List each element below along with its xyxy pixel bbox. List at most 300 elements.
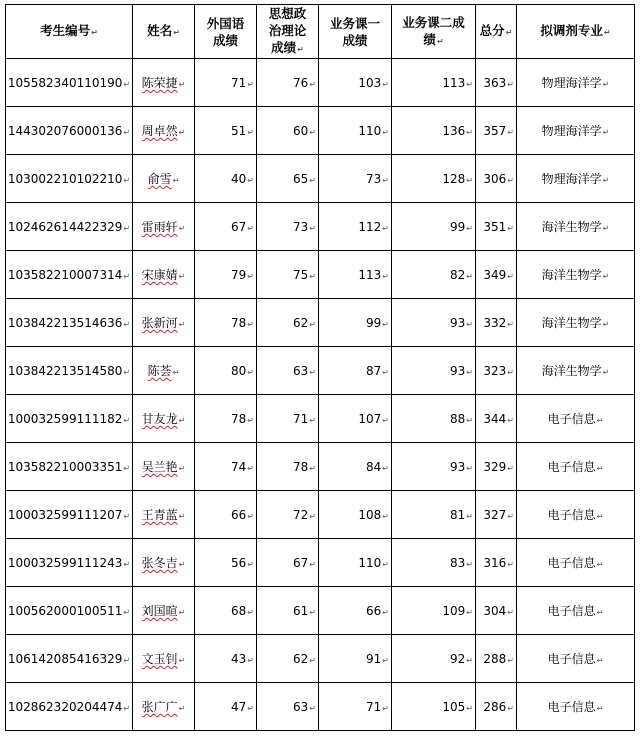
major-text: 物理海洋学 xyxy=(541,172,602,186)
course1-score-text: 103 xyxy=(358,75,382,90)
politics-score-cell xyxy=(257,107,319,155)
course1-score-text: 112 xyxy=(358,219,382,234)
table-body xyxy=(6,59,635,731)
politics-score-cell xyxy=(257,299,319,347)
exam-id-cell xyxy=(6,251,133,299)
paragraph-mark: ↵ xyxy=(382,703,389,713)
paragraph-mark: ↵ xyxy=(436,36,444,46)
exam-id-text: 100032599111182 xyxy=(7,411,123,426)
paragraph-mark: ↵ xyxy=(603,28,611,37)
paragraph-mark: ↵ xyxy=(602,80,610,89)
course2-score-text: 128 xyxy=(442,171,466,186)
total-score-text: 332 xyxy=(483,315,507,330)
politics-score-text: 63 xyxy=(293,363,309,378)
major-cell xyxy=(517,59,635,107)
paragraph-mark: ↵ xyxy=(507,703,514,713)
name-cell xyxy=(133,107,195,155)
score-table xyxy=(5,4,635,731)
name-cell xyxy=(133,587,195,635)
total-score-cell xyxy=(476,395,517,443)
paragraph-mark: ↵ xyxy=(247,415,254,425)
total-score-text: 323 xyxy=(483,363,507,378)
paragraph-mark: ↵ xyxy=(602,176,610,185)
paragraph-mark: ↵ xyxy=(309,319,316,329)
course2-score-cell xyxy=(392,635,476,683)
paragraph-mark: ↵ xyxy=(247,127,254,137)
table-row xyxy=(6,59,635,107)
header-text: 业务课二成 xyxy=(402,14,465,30)
paragraph-mark: ↵ xyxy=(178,320,186,329)
politics-score-cell xyxy=(257,395,319,443)
course1-score-text: 91 xyxy=(366,651,382,666)
header-text: 绩 xyxy=(423,31,436,47)
name-text: 甘友龙 xyxy=(141,412,178,426)
course1-score-cell xyxy=(319,251,392,299)
foreign-language-score-cell xyxy=(195,635,257,683)
exam-id-cell xyxy=(6,443,133,491)
politics-score-cell xyxy=(257,635,319,683)
paragraph-mark: ↵ xyxy=(247,559,254,569)
major-text: 海洋生物学 xyxy=(541,268,602,282)
course2-score-cell xyxy=(392,107,476,155)
exam-id-cell xyxy=(6,347,133,395)
paragraph-mark: ↵ xyxy=(466,559,473,569)
paragraph-mark: ↵ xyxy=(602,320,610,329)
paragraph-mark: ↵ xyxy=(466,223,473,233)
paragraph-mark: ↵ xyxy=(505,28,513,37)
politics-score-text: 65 xyxy=(293,171,309,186)
major-cell xyxy=(517,347,635,395)
total-score-text: 344 xyxy=(483,411,507,426)
course2-score-text: 93 xyxy=(450,459,466,474)
total-score-cell xyxy=(476,299,517,347)
total-score-text: 286 xyxy=(483,699,507,714)
score-table-container xyxy=(5,4,635,731)
name-cell xyxy=(133,491,195,539)
col-header-foreign-language xyxy=(195,5,257,59)
paragraph-mark: ↵ xyxy=(123,655,131,665)
total-score-cell xyxy=(476,587,517,635)
paragraph-mark: ↵ xyxy=(178,656,186,665)
header-text: 姓名 xyxy=(147,23,173,38)
foreign-language-score-cell xyxy=(195,587,257,635)
total-score-text: 304 xyxy=(483,603,507,618)
paragraph-mark: ↵ xyxy=(123,175,131,185)
paragraph-mark: ↵ xyxy=(382,655,389,665)
total-score-cell xyxy=(476,683,517,731)
course1-score-cell xyxy=(319,155,392,203)
paragraph-mark: ↵ xyxy=(247,271,254,281)
name-cell xyxy=(133,683,195,731)
politics-score-text: 62 xyxy=(293,651,309,666)
course1-score-text: 99 xyxy=(366,315,382,330)
paragraph-mark: ↵ xyxy=(247,607,254,617)
course2-score-text: 113 xyxy=(442,75,466,90)
paragraph-mark: ↵ xyxy=(382,319,389,329)
paragraph-mark: ↵ xyxy=(309,127,316,137)
paragraph-mark: ↵ xyxy=(178,512,186,521)
paragraph-mark: ↵ xyxy=(507,607,514,617)
paragraph-mark: ↵ xyxy=(596,704,604,713)
total-score-cell xyxy=(476,107,517,155)
paragraph-mark: ↵ xyxy=(309,79,316,89)
course2-score-cell xyxy=(392,251,476,299)
name-cell xyxy=(133,635,195,683)
exam-id-cell xyxy=(6,395,133,443)
paragraph-mark: ↵ xyxy=(507,415,514,425)
politics-score-cell xyxy=(257,443,319,491)
course2-score-cell xyxy=(392,491,476,539)
exam-id-cell xyxy=(6,635,133,683)
major-cell xyxy=(517,107,635,155)
course1-score-text: 71 xyxy=(366,699,382,714)
paragraph-mark: ↵ xyxy=(123,415,131,425)
politics-score-text: 61 xyxy=(293,603,309,618)
paragraph-mark: ↵ xyxy=(247,511,254,521)
major-cell xyxy=(517,587,635,635)
course1-score-cell xyxy=(319,587,392,635)
name-text: 周卓然 xyxy=(141,124,178,138)
course1-score-text: 108 xyxy=(358,507,382,522)
major-text: 海洋生物学 xyxy=(541,364,602,378)
course1-score-cell xyxy=(319,443,392,491)
name-text: 王青蓝 xyxy=(141,508,178,522)
politics-score-cell xyxy=(257,587,319,635)
name-text: 张广广 xyxy=(141,700,178,714)
foreign-language-score-cell xyxy=(195,395,257,443)
table-row xyxy=(6,203,635,251)
course1-score-cell xyxy=(319,491,392,539)
paragraph-mark: ↵ xyxy=(309,463,316,473)
header-row xyxy=(6,5,635,59)
course1-score-cell xyxy=(319,299,392,347)
name-text: 张冬吉 xyxy=(141,556,178,570)
course2-score-text: 99 xyxy=(450,219,466,234)
paragraph-mark: ↵ xyxy=(382,463,389,473)
name-cell xyxy=(133,539,195,587)
course2-score-text: 93 xyxy=(450,315,466,330)
foreign-language-score-text: 40 xyxy=(231,171,247,186)
total-score-text: 357 xyxy=(483,123,507,138)
major-cell xyxy=(517,251,635,299)
course1-score-cell xyxy=(319,347,392,395)
politics-score-cell xyxy=(257,539,319,587)
paragraph-mark: ↵ xyxy=(466,511,473,521)
total-score-text: 363 xyxy=(483,75,507,90)
politics-score-cell xyxy=(257,251,319,299)
paragraph-mark: ↵ xyxy=(309,415,316,425)
paragraph-mark: ↵ xyxy=(466,367,473,377)
foreign-language-score-text: 71 xyxy=(231,75,247,90)
paragraph-mark: ↵ xyxy=(178,416,186,425)
major-text: 电子信息 xyxy=(547,556,596,570)
foreign-language-score-cell xyxy=(195,347,257,395)
politics-score-cell xyxy=(257,203,319,251)
paragraph-mark: ↵ xyxy=(247,79,254,89)
paragraph-mark: ↵ xyxy=(309,559,316,569)
paragraph-mark: ↵ xyxy=(123,127,131,137)
paragraph-mark: ↵ xyxy=(382,175,389,185)
total-score-cell xyxy=(476,347,517,395)
total-score-text: 327 xyxy=(483,507,507,522)
paragraph-mark: ↵ xyxy=(123,271,131,281)
politics-score-text: 76 xyxy=(293,75,309,90)
table-row xyxy=(6,347,635,395)
course2-score-cell xyxy=(392,587,476,635)
paragraph-mark: ↵ xyxy=(91,28,98,37)
paragraph-mark: ↵ xyxy=(466,607,473,617)
paragraph-mark: ↵ xyxy=(466,319,473,329)
name-text: 陈荣捷 xyxy=(141,76,178,90)
major-cell xyxy=(517,395,635,443)
name-cell xyxy=(133,59,195,107)
paragraph-mark: ↵ xyxy=(382,79,389,89)
name-text: 文玉钊 xyxy=(141,652,178,666)
total-score-cell xyxy=(476,203,517,251)
foreign-language-score-cell xyxy=(195,299,257,347)
paragraph-mark: ↵ xyxy=(178,704,186,713)
paragraph-mark: ↵ xyxy=(382,415,389,425)
course2-score-text: 109 xyxy=(442,603,466,618)
paragraph-mark: ↵ xyxy=(309,223,316,233)
politics-score-cell xyxy=(257,347,319,395)
header-text: 成绩 xyxy=(271,40,297,55)
paragraph-mark: ↵ xyxy=(466,79,473,89)
name-cell xyxy=(133,251,195,299)
exam-id-cell xyxy=(6,203,133,251)
paragraph-mark: ↵ xyxy=(178,128,186,137)
foreign-language-score-text: 80 xyxy=(231,363,247,378)
exam-id-cell xyxy=(6,107,133,155)
paragraph-mark: ↵ xyxy=(596,512,604,521)
paragraph-mark: ↵ xyxy=(247,655,254,665)
politics-score-text: 63 xyxy=(293,699,309,714)
paragraph-mark: ↵ xyxy=(123,79,131,89)
name-cell xyxy=(133,203,195,251)
politics-score-text: 62 xyxy=(293,315,309,330)
table-row xyxy=(6,443,635,491)
foreign-language-score-cell xyxy=(195,155,257,203)
exam-id-text: 103842213514580 xyxy=(7,363,123,378)
major-text: 海洋生物学 xyxy=(541,316,602,330)
course2-score-cell xyxy=(392,203,476,251)
name-cell xyxy=(133,395,195,443)
paragraph-mark: ↵ xyxy=(123,367,131,377)
paragraph-mark: ↵ xyxy=(382,271,389,281)
paragraph-mark: ↵ xyxy=(309,703,316,713)
politics-score-cell xyxy=(257,155,319,203)
name-cell xyxy=(133,443,195,491)
paragraph-mark: ↵ xyxy=(172,368,180,377)
header-text: 治理论 xyxy=(268,23,307,38)
col-header-politics xyxy=(257,5,319,59)
table-header xyxy=(6,5,635,59)
course1-score-cell xyxy=(319,635,392,683)
total-score-text: 316 xyxy=(483,555,507,570)
major-cell xyxy=(517,539,635,587)
paragraph-mark: ↵ xyxy=(309,655,316,665)
name-text: 陈荟 xyxy=(147,364,172,378)
course1-score-cell xyxy=(319,59,392,107)
major-text: 电子信息 xyxy=(547,700,596,714)
table-row xyxy=(6,587,635,635)
major-text: 电子信息 xyxy=(547,604,596,618)
course2-score-cell xyxy=(392,443,476,491)
paragraph-mark: ↵ xyxy=(382,367,389,377)
foreign-language-score-text: 74 xyxy=(231,459,247,474)
politics-score-text: 73 xyxy=(293,219,309,234)
politics-score-text: 60 xyxy=(293,123,309,138)
course2-score-cell xyxy=(392,347,476,395)
paragraph-mark: ↵ xyxy=(507,271,514,281)
total-score-text: 306 xyxy=(483,171,507,186)
major-cell xyxy=(517,683,635,731)
paragraph-mark: ↵ xyxy=(309,511,316,521)
table-row xyxy=(6,539,635,587)
course2-score-cell xyxy=(392,395,476,443)
paragraph-mark: ↵ xyxy=(123,511,131,521)
col-header-exam-id xyxy=(6,5,133,59)
major-cell xyxy=(517,635,635,683)
paragraph-mark: ↵ xyxy=(247,175,254,185)
paragraph-mark: ↵ xyxy=(178,80,186,89)
major-text: 电子信息 xyxy=(547,652,596,666)
col-header-name xyxy=(133,5,195,59)
col-header-total xyxy=(476,5,517,59)
paragraph-mark: ↵ xyxy=(178,224,186,233)
paragraph-mark: ↵ xyxy=(382,127,389,137)
course1-score-text: 87 xyxy=(366,363,382,378)
header-text: 考生编号 xyxy=(40,23,91,38)
major-text: 电子信息 xyxy=(547,508,596,522)
paragraph-mark: ↵ xyxy=(178,272,186,281)
course1-score-text: 110 xyxy=(358,555,382,570)
total-score-cell xyxy=(476,251,517,299)
politics-score-text: 78 xyxy=(293,459,309,474)
foreign-language-score-text: 79 xyxy=(231,267,247,282)
course2-score-cell xyxy=(392,539,476,587)
table-row xyxy=(6,155,635,203)
paragraph-mark: ↵ xyxy=(466,271,473,281)
paragraph-mark: ↵ xyxy=(466,415,473,425)
paragraph-mark: ↵ xyxy=(123,223,131,233)
header-text: 思想政 xyxy=(268,6,307,21)
paragraph-mark: ↵ xyxy=(247,463,254,473)
total-score-cell xyxy=(476,59,517,107)
paragraph-mark: ↵ xyxy=(382,223,389,233)
politics-score-text: 67 xyxy=(293,555,309,570)
course2-score-cell xyxy=(392,59,476,107)
total-score-cell xyxy=(476,539,517,587)
course1-score-cell xyxy=(319,107,392,155)
paragraph-mark: ↵ xyxy=(123,607,131,617)
header-text: 业务课一 xyxy=(329,15,380,31)
name-text: 雷雨轩 xyxy=(141,220,178,234)
major-text: 电子信息 xyxy=(547,460,596,474)
paragraph-mark: ↵ xyxy=(466,175,473,185)
paragraph-mark: ↵ xyxy=(602,368,610,377)
total-score-cell xyxy=(476,443,517,491)
paragraph-mark: ↵ xyxy=(382,607,389,617)
paragraph-mark: ↵ xyxy=(596,560,604,569)
name-cell xyxy=(133,299,195,347)
header-text: 成绩 xyxy=(342,32,368,48)
foreign-language-score-text: 43 xyxy=(231,651,247,666)
paragraph-mark: ↵ xyxy=(123,319,131,329)
exam-id-cell xyxy=(6,539,133,587)
course2-score-text: 93 xyxy=(450,363,466,378)
exam-id-cell xyxy=(6,299,133,347)
paragraph-mark: ↵ xyxy=(507,175,514,185)
exam-id-text: 144302076000136 xyxy=(7,123,123,138)
paragraph-mark: ↵ xyxy=(507,559,514,569)
col-header-major xyxy=(517,5,635,59)
header-text: 外国语 xyxy=(206,15,245,31)
header-text: 拟调剂专业 xyxy=(540,23,603,38)
exam-id-text: 102862320204474 xyxy=(7,699,123,714)
paragraph-mark: ↵ xyxy=(596,656,604,665)
foreign-language-score-cell xyxy=(195,491,257,539)
table-row xyxy=(6,395,635,443)
foreign-language-score-text: 78 xyxy=(231,411,247,426)
paragraph-mark: ↵ xyxy=(309,271,316,281)
major-cell xyxy=(517,491,635,539)
course1-score-text: 84 xyxy=(366,459,382,474)
exam-id-text: 106142085416329 xyxy=(7,651,123,666)
course1-score-text: 107 xyxy=(358,411,382,426)
politics-score-cell xyxy=(257,59,319,107)
paragraph-mark: ↵ xyxy=(297,45,304,54)
paragraph-mark: ↵ xyxy=(309,175,316,185)
paragraph-mark: ↵ xyxy=(602,128,610,137)
paragraph-mark: ↵ xyxy=(178,464,186,473)
paragraph-mark: ↵ xyxy=(466,703,473,713)
course2-score-cell xyxy=(392,683,476,731)
paragraph-mark: ↵ xyxy=(123,559,131,569)
col-header-course2 xyxy=(392,5,476,59)
major-text: 物理海洋学 xyxy=(541,76,602,90)
course2-score-text: 88 xyxy=(450,411,466,426)
paragraph-mark: ↵ xyxy=(507,319,514,329)
exam-id-text: 103582210007314 xyxy=(7,267,123,282)
course2-score-cell xyxy=(392,299,476,347)
paragraph-mark: ↵ xyxy=(309,607,316,617)
paragraph-mark: ↵ xyxy=(507,127,514,137)
name-text: 吴兰艳 xyxy=(141,460,178,474)
name-text: 刘国暄 xyxy=(141,604,178,618)
politics-score-cell xyxy=(257,491,319,539)
paragraph-mark: ↵ xyxy=(247,367,254,377)
course1-score-cell xyxy=(319,539,392,587)
foreign-language-score-cell xyxy=(195,203,257,251)
table-row xyxy=(6,107,635,155)
paragraph-mark: ↵ xyxy=(123,703,131,713)
course1-score-cell xyxy=(319,683,392,731)
foreign-language-score-cell xyxy=(195,443,257,491)
paragraph-mark: ↵ xyxy=(382,511,389,521)
total-score-cell xyxy=(476,491,517,539)
total-score-cell xyxy=(476,635,517,683)
paragraph-mark: ↵ xyxy=(507,511,514,521)
exam-id-text: 102462614422329 xyxy=(7,219,123,234)
paragraph-mark: ↵ xyxy=(173,28,180,37)
paragraph-mark: ↵ xyxy=(596,608,604,617)
total-score-text: 351 xyxy=(483,219,507,234)
table-row xyxy=(6,491,635,539)
total-score-cell xyxy=(476,155,517,203)
major-cell xyxy=(517,155,635,203)
course1-score-text: 73 xyxy=(366,171,382,186)
